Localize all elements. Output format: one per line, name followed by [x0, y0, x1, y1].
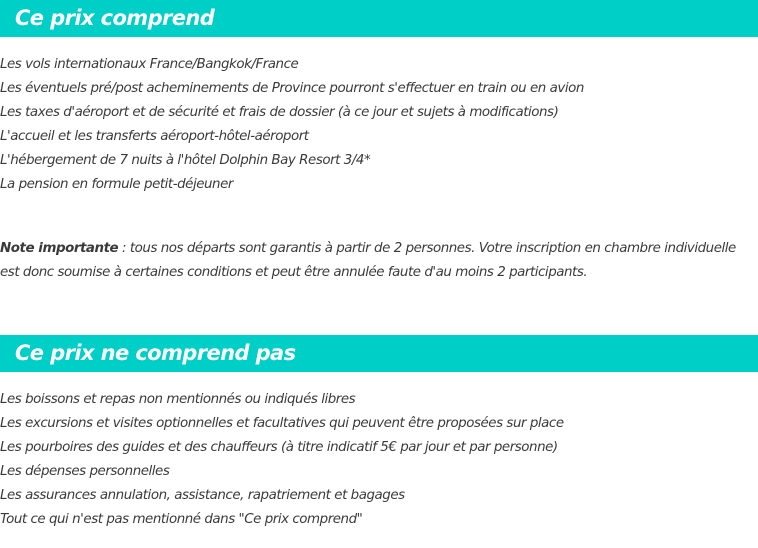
included-item: L'accueil et les transferts aéroport-hôtel-aéroport — [0, 129, 309, 144]
included-item: Les taxes d'aéroport et de sécurité et frais de dossier (à ce jour et sujets à modifications) — [0, 105, 559, 120]
included-item: Les éventuels pré/post acheminements de Province pourront s'effectuer en train ou en avion — [0, 81, 584, 96]
excluded-item: Les dépenses personnelles — [0, 464, 170, 479]
included-title: Ce prix comprend — [15, 6, 215, 30]
excluded-section-header — [0, 335, 758, 372]
important-note-paragraph — [0, 237, 758, 285]
important-note-text: : tous nos départs sont garantis à partir de 2 personnes. Votre inscription en chambre individuelle est donc soumise à certaines conditions et peut être annulée faute d'au moins 2 participants. — [0, 241, 736, 280]
included-section-header — [0, 0, 758, 37]
excluded-title: Ce prix ne comprend pas — [15, 341, 296, 365]
excluded-item: Les excursions et visites optionnelles et facultatives qui peuvent être proposées sur place — [0, 416, 564, 431]
included-list — [0, 53, 584, 197]
included-item: L'hébergement de 7 nuits à l'hôtel Dolphin Bay Resort 3/4* — [0, 153, 371, 168]
excluded-item: Tout ce qui n'est pas mentionné dans "Ce prix comprend" — [0, 512, 363, 527]
excluded-list — [0, 388, 564, 532]
important-note-label: Note importante — [0, 241, 119, 256]
excluded-item: Les pourboires des guides et des chauffeurs (à titre indicatif 5€ par jour et par personne) — [0, 440, 558, 455]
excluded-item: Les assurances annulation, assistance, rapatriement et bagages — [0, 488, 405, 503]
included-item: La pension en formule petit-déjeuner — [0, 177, 233, 192]
included-item: Les vols internationaux France/Bangkok/France — [0, 57, 299, 72]
excluded-item: Les boissons et repas non mentionnés ou indiqués libres — [0, 392, 356, 407]
important-note — [0, 237, 758, 285]
